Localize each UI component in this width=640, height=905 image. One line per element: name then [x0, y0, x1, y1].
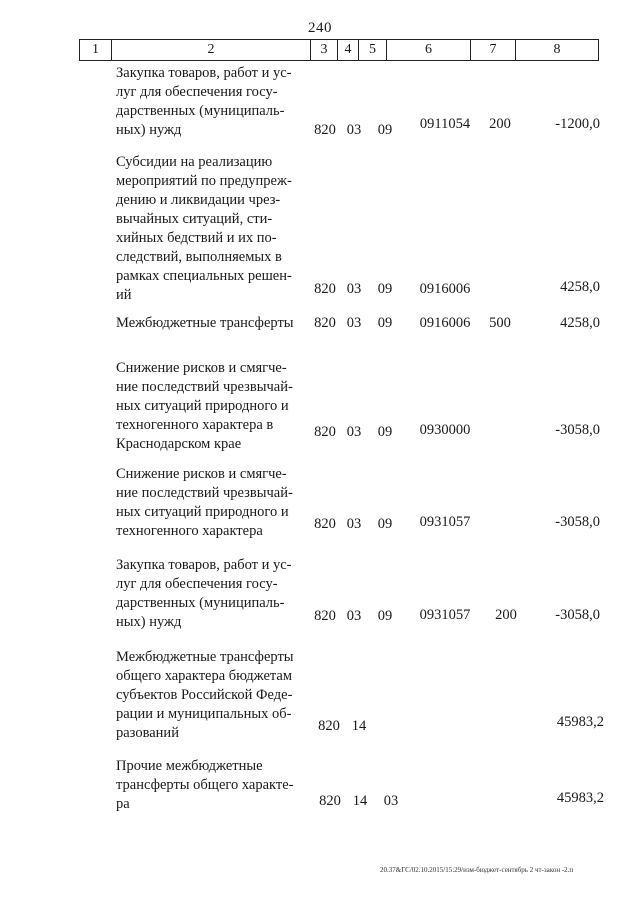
cell-col6: 0931057: [419, 514, 471, 530]
page-number: 240: [308, 20, 332, 36]
cell-col7: 200: [489, 116, 511, 132]
cell-col4: 03: [346, 424, 362, 440]
row-description: Закупка товаров, работ и ус- луг для обеспечения госу- дарственных (муниципаль- ных) нужд: [116, 65, 292, 138]
cell-col6: 0931057: [419, 607, 471, 623]
cell-col8: -3058,0: [555, 514, 600, 530]
cell-col8: -3058,0: [555, 607, 600, 623]
footer-note: 20.37&ГС/02.10.2015/15:29/изм-бюджет-сентябрь 2 чт-закон -2.п: [380, 866, 574, 874]
cell-col8: 45983,2: [556, 790, 604, 806]
cell-col6: 0911054: [419, 116, 471, 132]
column-header-2: 2: [112, 40, 311, 60]
cell-col4: 03: [346, 281, 362, 297]
cell-col4: 03: [346, 315, 362, 331]
cell-col8: -1200,0: [555, 116, 600, 132]
row-description: Снижение рисков и смягче- ние последствий чрезвычай- ных ситуаций природного и техногенного характера: [116, 466, 293, 539]
column-header-5: 5: [359, 40, 387, 60]
cell-col5: 09: [377, 122, 393, 138]
cell-col3: 820: [314, 608, 336, 624]
column-header-1: 1: [80, 40, 112, 60]
row-description: Субсидии на реализацию мероприятий по предупреж- дению и ликвидации чрез- вычайных ситуаций, сти- хийных бедствий и их по- следствий, выполняемых в рамках специальных решен- ий: [116, 154, 292, 303]
cell-col5: 03: [383, 793, 399, 809]
cell-col5: 09: [377, 424, 393, 440]
cell-col8: 4258,0: [560, 315, 600, 331]
cell-col6: 0916006: [419, 281, 471, 297]
row-description: Снижение рисков и смягче- ние последствий чрезвычай- ных ситуаций природного и техногенного характера в Краснодарском крае: [116, 360, 293, 452]
cell-col4: 14: [351, 718, 367, 734]
row-description: Прочие межбюджетные трансферты общего характе- ра: [116, 758, 294, 812]
cell-col3: 820: [318, 718, 340, 734]
cell-col3: 820: [314, 424, 336, 440]
cell-col6: 0916006: [419, 315, 471, 331]
cell-col8: 4258,0: [560, 279, 600, 295]
cell-col3: 820: [314, 516, 336, 532]
column-header-6: 6: [387, 40, 471, 60]
column-header-4: 4: [338, 40, 359, 60]
column-header-7: 7: [471, 40, 516, 60]
cell-col3: 820: [314, 315, 336, 331]
column-header-3: 3: [311, 40, 338, 60]
table-header-row: [79, 39, 599, 61]
cell-col8: -3058,0: [555, 422, 600, 438]
cell-col3: 820: [319, 793, 341, 809]
row-description: Закупка товаров, работ и ус- луг для обеспечения госу- дарственных (муниципаль- ных) нужд: [116, 557, 292, 630]
cell-col3: 820: [314, 122, 336, 138]
cell-col4: 14: [352, 793, 368, 809]
cell-col5: 09: [377, 281, 393, 297]
cell-col5: 09: [377, 516, 393, 532]
cell-col5: 09: [377, 608, 393, 624]
cell-col6: 0930000: [419, 422, 471, 438]
row-description: Межбюджетные трансферты общего характера бюджетам субъектов Российской Феде- рации и муниципальных об- разований: [116, 649, 294, 741]
cell-col4: 03: [346, 122, 362, 138]
cell-col5: 09: [377, 315, 393, 331]
cell-col7: 500: [489, 315, 511, 331]
column-header-8: 8: [516, 40, 599, 60]
cell-col4: 03: [346, 516, 362, 532]
cell-col4: 03: [346, 608, 362, 624]
row-description: Межбюджетные трансферты: [116, 315, 294, 331]
cell-col3: 820: [314, 281, 336, 297]
cell-col7: 200: [495, 607, 517, 623]
cell-col8: 45983,2: [556, 714, 604, 730]
